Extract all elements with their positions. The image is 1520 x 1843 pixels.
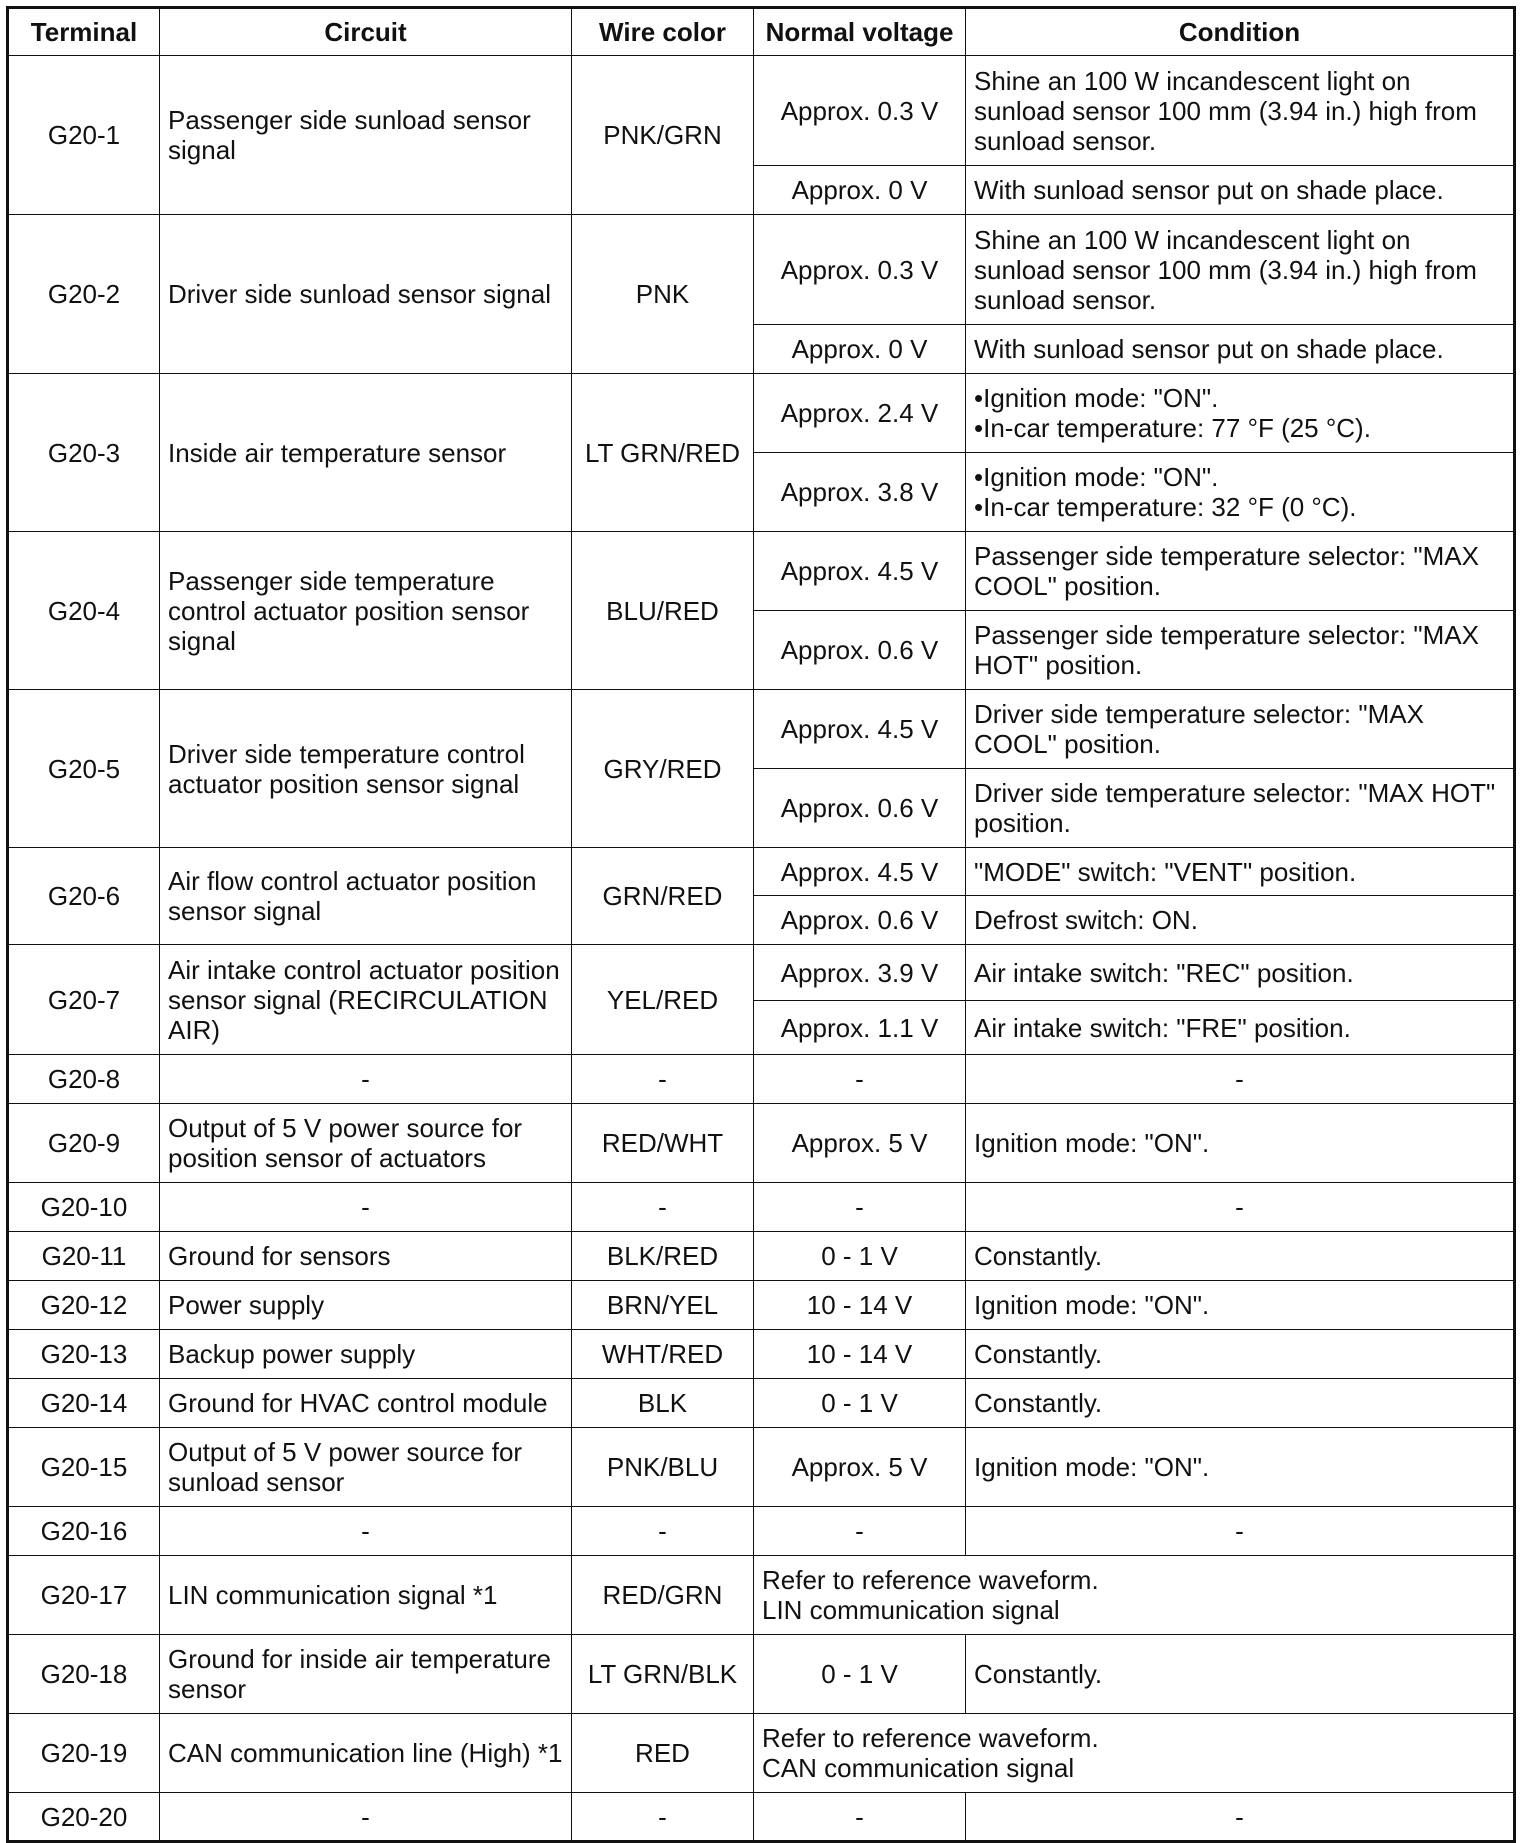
terminal-spec-table: [6, 6, 1516, 1843]
table-row: [8, 56, 1515, 166]
waveform-reference-line: CAN communication signal: [762, 1753, 1075, 1783]
terminal-cell: G20-14: [8, 1379, 160, 1428]
voltage-cell: Approx. 0.3 V: [754, 215, 966, 325]
condition-cell: Constantly.: [966, 1232, 1515, 1281]
condition-cell: Driver side temperature selector: "MAX HOT" position.: [966, 769, 1515, 848]
terminal-cell: G20-16: [8, 1507, 160, 1556]
wire-color-cell: BRN/YEL: [572, 1281, 754, 1330]
condition-cell: Air intake switch: "REC" position.: [966, 945, 1515, 1001]
condition-cell: Driver side temperature selector: "MAX COOL" position.: [966, 690, 1515, 769]
table-row: [8, 945, 1515, 1001]
header-circuit: Circuit: [160, 8, 572, 56]
circuit-cell: -: [160, 1183, 572, 1232]
condition-cell: Ignition mode: "ON".: [966, 1281, 1515, 1330]
table-row: [8, 1104, 1515, 1183]
condition-cell: Defrost switch: ON.: [966, 896, 1515, 945]
circuit-cell: Ground for sensors: [160, 1232, 572, 1281]
terminal-cell: G20-6: [8, 848, 160, 945]
table-row: [8, 1055, 1515, 1104]
condition-cell: Passenger side temperature selector: "MAX COOL" position.: [966, 532, 1515, 611]
circuit-cell: Driver side sunload sensor signal: [160, 215, 572, 374]
condition-cell: Constantly.: [966, 1330, 1515, 1379]
voltage-cell: Approx. 5 V: [754, 1104, 966, 1183]
condition-cell: Ignition mode: "ON".: [966, 1428, 1515, 1507]
table-row: [8, 532, 1515, 611]
header-row: [8, 8, 1515, 56]
voltage-cell: Approx. 0.6 V: [754, 769, 966, 848]
voltage-cell: Approx. 4.5 V: [754, 690, 966, 769]
circuit-cell: Output of 5 V power source for sunload sensor: [160, 1428, 572, 1507]
wire-color-cell: -: [572, 1507, 754, 1556]
condition-cell: Constantly.: [966, 1379, 1515, 1428]
condition-cell: Shine an 100 W incandescent light on sunload sensor 100 mm (3.94 in.) high from sunload sensor.: [966, 215, 1515, 325]
voltage-cell: Approx. 4.5 V: [754, 848, 966, 896]
voltage-cell: Approx. 3.9 V: [754, 945, 966, 1001]
condition-cell: -: [966, 1183, 1515, 1232]
terminal-cell: G20-1: [8, 56, 160, 215]
terminal-cell: G20-4: [8, 532, 160, 690]
circuit-cell: Passenger side temperature control actuator position sensor signal: [160, 532, 572, 690]
condition-cell: Passenger side temperature selector: "MAX HOT" position.: [966, 611, 1515, 690]
wire-color-cell: RED/GRN: [572, 1556, 754, 1635]
header-wire-color: Wire color: [572, 8, 754, 56]
voltage-cell: Approx. 1.1 V: [754, 1001, 966, 1055]
terminal-cell: G20-15: [8, 1428, 160, 1507]
voltage-cell: Approx. 2.4 V: [754, 374, 966, 453]
condition-cell: Shine an 100 W incandescent light on sunload sensor 100 mm (3.94 in.) high from sunload sensor.: [966, 56, 1515, 166]
circuit-cell: -: [160, 1055, 572, 1104]
voltage-cell: 10 - 14 V: [754, 1330, 966, 1379]
waveform-reference-line: Refer to reference waveform.: [762, 1565, 1099, 1595]
table-row: [8, 1183, 1515, 1232]
wire-color-cell: LT GRN/RED: [572, 374, 754, 532]
circuit-cell: Output of 5 V power source for position sensor of actuators: [160, 1104, 572, 1183]
condition-cell: Ignition mode: "ON".: [966, 1104, 1515, 1183]
waveform-reference-cell: [754, 1714, 1515, 1793]
table-row: [8, 374, 1515, 453]
header-condition: Condition: [966, 8, 1515, 56]
table-row: [8, 1379, 1515, 1428]
wire-color-cell: PNK: [572, 215, 754, 374]
table-row: [8, 1428, 1515, 1507]
voltage-cell: 0 - 1 V: [754, 1232, 966, 1281]
condition-line: • In-car temperature: 77 °F (25 °C).: [974, 413, 1505, 443]
wire-color-cell: BLK/RED: [572, 1232, 754, 1281]
voltage-cell: Approx. 0 V: [754, 325, 966, 374]
waveform-reference-line: Refer to reference waveform.: [762, 1723, 1099, 1753]
condition-cell: With sunload sensor put on shade place.: [966, 325, 1515, 374]
wire-color-cell: -: [572, 1183, 754, 1232]
condition-cell: Constantly.: [966, 1635, 1515, 1714]
circuit-cell: Backup power supply: [160, 1330, 572, 1379]
voltage-cell: Approx. 0.6 V: [754, 611, 966, 690]
terminal-cell: G20-7: [8, 945, 160, 1055]
circuit-cell: Ground for HVAC control module: [160, 1379, 572, 1428]
condition-cell: -: [966, 1793, 1515, 1842]
condition-cell: [966, 374, 1515, 453]
circuit-cell: -: [160, 1507, 572, 1556]
voltage-cell: Approx. 0 V: [754, 166, 966, 215]
voltage-cell: Approx. 5 V: [754, 1428, 966, 1507]
circuit-cell: Air flow control actuator position sensor signal: [160, 848, 572, 945]
table-row: [8, 1793, 1515, 1842]
voltage-cell: -: [754, 1507, 966, 1556]
table-row: [8, 1635, 1515, 1714]
table-row: [8, 690, 1515, 769]
table-row: [8, 1232, 1515, 1281]
terminal-cell: G20-5: [8, 690, 160, 848]
circuit-cell: Air intake control actuator position sensor signal (RECIRCULATION AIR): [160, 945, 572, 1055]
condition-line: • Ignition mode: "ON".: [974, 383, 1505, 413]
voltage-cell: -: [754, 1793, 966, 1842]
wire-color-cell: YEL/RED: [572, 945, 754, 1055]
terminal-cell: G20-9: [8, 1104, 160, 1183]
header-terminal: Terminal: [8, 8, 160, 56]
wire-color-cell: WHT/RED: [572, 1330, 754, 1379]
table-row: [8, 1714, 1515, 1793]
table-row: [8, 1330, 1515, 1379]
circuit-cell: Power supply: [160, 1281, 572, 1330]
wire-color-cell: -: [572, 1793, 754, 1842]
wire-color-cell: BLK: [572, 1379, 754, 1428]
circuit-cell: CAN communication line (High) *1: [160, 1714, 572, 1793]
terminal-cell: G20-19: [8, 1714, 160, 1793]
voltage-cell: Approx. 0.3 V: [754, 56, 966, 166]
condition-cell: [966, 453, 1515, 532]
terminal-cell: G20-3: [8, 374, 160, 532]
waveform-reference-line: LIN communication signal: [762, 1595, 1060, 1625]
terminal-cell: G20-20: [8, 1793, 160, 1842]
circuit-cell: LIN communication signal *1: [160, 1556, 572, 1635]
terminal-cell: G20-13: [8, 1330, 160, 1379]
terminal-cell: G20-2: [8, 215, 160, 374]
condition-line: • In-car temperature: 32 °F (0 °C).: [974, 492, 1505, 522]
condition-cell: Air intake switch: "FRE" position.: [966, 1001, 1515, 1055]
terminal-cell: G20-17: [8, 1556, 160, 1635]
voltage-cell: 0 - 1 V: [754, 1379, 966, 1428]
wire-color-cell: GRN/RED: [572, 848, 754, 945]
condition-cell: -: [966, 1055, 1515, 1104]
wire-color-cell: RED: [572, 1714, 754, 1793]
table-row: [8, 848, 1515, 896]
circuit-cell: Passenger side sunload sensor signal: [160, 56, 572, 215]
terminal-cell: G20-11: [8, 1232, 160, 1281]
terminal-cell: G20-12: [8, 1281, 160, 1330]
circuit-cell: Ground for inside air temperature sensor: [160, 1635, 572, 1714]
condition-cell: With sunload sensor put on shade place.: [966, 166, 1515, 215]
voltage-cell: Approx. 0.6 V: [754, 896, 966, 945]
wire-color-cell: BLU/RED: [572, 532, 754, 690]
circuit-cell: Inside air temperature sensor: [160, 374, 572, 532]
wire-color-cell: PNK/GRN: [572, 56, 754, 215]
wire-color-cell: RED/WHT: [572, 1104, 754, 1183]
voltage-cell: Approx. 4.5 V: [754, 532, 966, 611]
voltage-cell: 0 - 1 V: [754, 1635, 966, 1714]
table-row: [8, 1281, 1515, 1330]
voltage-cell: -: [754, 1055, 966, 1104]
voltage-cell: 10 - 14 V: [754, 1281, 966, 1330]
table-row: [8, 215, 1515, 325]
terminal-cell: G20-8: [8, 1055, 160, 1104]
table-row: [8, 1507, 1515, 1556]
wire-color-cell: LT GRN/BLK: [572, 1635, 754, 1714]
wire-color-cell: -: [572, 1055, 754, 1104]
condition-cell: "MODE" switch: "VENT" position.: [966, 848, 1515, 896]
terminal-cell: G20-18: [8, 1635, 160, 1714]
table-row: [8, 1556, 1515, 1635]
voltage-cell: -: [754, 1183, 966, 1232]
waveform-reference-cell: [754, 1556, 1515, 1635]
wire-color-cell: GRY/RED: [572, 690, 754, 848]
circuit-cell: Driver side temperature control actuator position sensor signal: [160, 690, 572, 848]
voltage-cell: Approx. 3.8 V: [754, 453, 966, 532]
wire-color-cell: PNK/BLU: [572, 1428, 754, 1507]
header-normal-voltage: Normal voltage: [754, 8, 966, 56]
condition-cell: -: [966, 1507, 1515, 1556]
circuit-cell: -: [160, 1793, 572, 1842]
terminal-cell: G20-10: [8, 1183, 160, 1232]
condition-line: • Ignition mode: "ON".: [974, 462, 1505, 492]
